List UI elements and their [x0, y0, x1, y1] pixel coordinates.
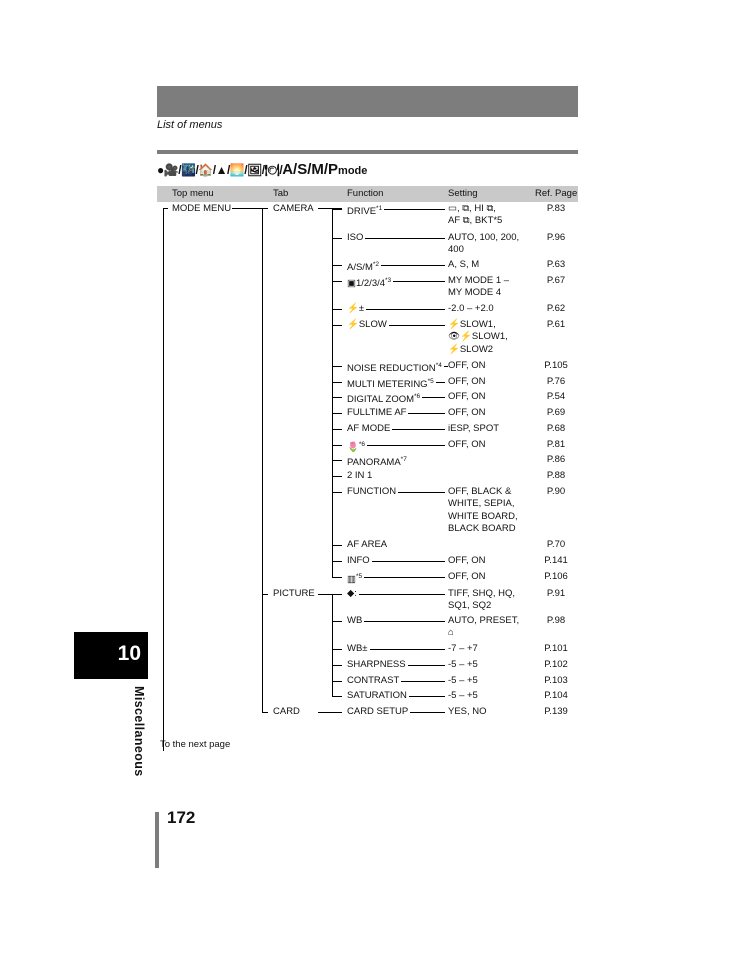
ref-page: P.63 — [546, 259, 566, 270]
tree-tick-function — [332, 397, 342, 398]
tree-tick-function — [332, 309, 342, 310]
leader-line — [408, 665, 445, 666]
tree-tick-function — [332, 577, 342, 578]
leader-line — [408, 413, 445, 414]
function-label — [347, 643, 368, 655]
function-text: ⚡± — [347, 303, 365, 314]
ref-page: P.96 — [546, 232, 566, 243]
setting-line: OFF, ON — [448, 360, 486, 371]
setting-line: -2.0 – +2.0 — [448, 303, 494, 314]
function-label — [347, 203, 382, 219]
ref-page: P.104 — [544, 690, 568, 701]
page-number-bar — [155, 812, 159, 868]
function-label — [347, 659, 406, 671]
setting-line: MY MODE 1 – — [448, 275, 510, 286]
function-label — [347, 486, 396, 498]
setting-value — [448, 319, 508, 356]
mode-suffix: mode — [338, 165, 368, 177]
setting-value — [448, 675, 478, 687]
setting-line: -7 – +7 — [448, 643, 478, 654]
function-label — [347, 539, 387, 551]
setting-value — [448, 706, 487, 718]
setting-line: ⌂ — [448, 627, 454, 639]
setting-value — [448, 690, 478, 702]
ref-page: P.91 — [546, 588, 566, 599]
setting-line: WHITE BOARD, — [448, 510, 518, 522]
setting-value — [448, 571, 485, 583]
tree-tick-function — [332, 325, 342, 326]
page-number: 172 — [167, 808, 196, 827]
ref-page: P.68 — [546, 423, 566, 434]
setting-value — [448, 203, 502, 228]
setting-line: MY MODE 4 — [448, 287, 502, 299]
leader-line — [367, 445, 445, 446]
setting-line: ⚡SLOW1, — [448, 319, 496, 330]
setting-value — [448, 259, 479, 271]
tree-tick-function — [332, 545, 342, 546]
setting-value — [448, 376, 485, 388]
function-text: AF AREA — [347, 539, 388, 550]
setting-value — [448, 423, 499, 435]
leader-line — [398, 492, 445, 493]
leader-line — [365, 238, 445, 239]
function-text: NOISE REDUCTION — [347, 363, 436, 375]
function-text: 2 IN 1 — [347, 470, 373, 481]
leader-line — [436, 382, 445, 383]
ref-page: P.83 — [546, 203, 566, 214]
footnote-marker: *6 — [414, 393, 421, 400]
tree-tick-function — [332, 561, 342, 562]
tree-tick-function — [332, 696, 342, 697]
ref-page: P.106 — [544, 571, 568, 582]
tree-line-tabs — [262, 208, 263, 712]
tree-tick-function — [332, 413, 342, 414]
page-subtitle: List of menus — [157, 119, 223, 131]
footnote-marker: *5 — [427, 378, 434, 385]
tree-tick-function — [332, 665, 342, 666]
setting-line: TIFF, SHQ, HQ, — [448, 588, 516, 599]
leader-line — [370, 649, 445, 650]
setting-line: -5 – +5 — [448, 659, 478, 670]
function-text: SHARPNESS — [347, 659, 406, 670]
setting-value — [448, 232, 519, 257]
function-label — [347, 470, 372, 482]
tree-tick-function — [332, 265, 342, 266]
col-tab: Tab — [273, 188, 289, 199]
function-label — [347, 706, 408, 718]
tree-tick-function — [332, 429, 342, 430]
ref-page: P.81 — [546, 439, 566, 450]
function-text: INFO — [347, 555, 370, 566]
footnote-marker: *7 — [400, 456, 407, 463]
tree-tick-function — [332, 460, 342, 461]
setting-line: -5 – +5 — [448, 675, 478, 686]
setting-value — [448, 643, 478, 655]
function-label — [347, 571, 362, 587]
function-label — [347, 615, 362, 627]
function-text: CARD SETUP — [347, 706, 409, 717]
setting-line: BLACK BOARD — [448, 523, 516, 535]
setting-value — [448, 439, 485, 451]
setting-line: YES, NO — [448, 706, 487, 717]
function-label — [347, 555, 370, 567]
top-menu-label: MODE MENU — [172, 203, 232, 214]
footnote-marker: *3 — [385, 277, 392, 284]
function-text: DIGITAL ZOOM — [347, 394, 415, 406]
function-text: A/S/M — [347, 262, 373, 274]
setting-value — [448, 360, 485, 372]
ref-page: P.90 — [546, 486, 566, 497]
ref-page: P.88 — [546, 470, 566, 481]
function-label — [347, 588, 357, 600]
setting-value — [448, 555, 485, 567]
function-text: ▥ — [347, 574, 356, 586]
function-label — [347, 439, 365, 455]
setting-line: 👁⚡SLOW1, — [448, 331, 508, 343]
setting-line: AF ⧉, BKT*5 — [448, 215, 503, 227]
setting-line: OFF, ON — [448, 407, 486, 418]
function-text: CONTRAST — [347, 675, 400, 686]
setting-line: ▭, ⧉, HI ⧉, — [448, 203, 496, 214]
function-text: ◆: — [347, 588, 357, 599]
function-text: FUNCTION — [347, 486, 397, 497]
tree-tick-function — [332, 382, 342, 383]
chapter-title: Miscellaneous — [132, 686, 146, 777]
next-page-note: To the next page — [160, 739, 231, 750]
footnote-marker: *5 — [355, 573, 363, 580]
setting-line: OFF, BLACK & — [448, 486, 512, 497]
function-label — [347, 259, 379, 275]
setting-line: 400 — [448, 244, 464, 256]
section-rule — [157, 150, 578, 154]
tree-tick-function — [332, 621, 342, 622]
setting-value — [448, 303, 494, 315]
leader-line — [381, 265, 445, 266]
mode-letters: A/S/M/P — [282, 161, 339, 178]
function-text: AF MODE — [347, 423, 391, 434]
tree-line-camera-functions — [332, 208, 333, 577]
setting-value — [448, 486, 518, 536]
tree-tick-function — [332, 594, 342, 595]
leader-line — [389, 325, 445, 326]
col-ref-page: Ref. Page — [535, 188, 578, 199]
function-text: FULLTIME AF — [347, 407, 407, 418]
mode-heading — [157, 161, 367, 178]
ref-page: P.86 — [546, 454, 566, 465]
tree-tick-function — [332, 649, 342, 650]
function-text: 🌷 — [347, 442, 359, 454]
setting-line: OFF, ON — [448, 439, 486, 450]
tree-tick-function — [332, 712, 342, 713]
function-label — [347, 376, 434, 392]
ref-page: P.101 — [544, 643, 568, 654]
scene-mode-icons: ●🎥/🌃/🏠/▲/🌅/🖼/🍽/ — [157, 163, 283, 177]
setting-value — [448, 659, 478, 671]
tree-tick-function — [332, 238, 342, 239]
leader-line — [372, 561, 445, 562]
setting-value — [448, 588, 515, 613]
leader-line — [409, 696, 445, 697]
ref-page: P.76 — [546, 376, 566, 387]
footnote-marker: *6 — [358, 441, 365, 448]
tree-line-top — [163, 208, 164, 751]
tree-tick-function — [332, 366, 342, 367]
function-text: WB± — [347, 643, 368, 654]
ref-page: P.62 — [546, 303, 566, 314]
function-text: WB — [347, 615, 363, 626]
setting-line: OFF, ON — [448, 571, 486, 582]
tree-tick-function — [332, 492, 342, 493]
ref-page: P.61 — [546, 319, 566, 330]
ref-page: P.102 — [544, 659, 568, 670]
tree-tick-function — [332, 445, 342, 446]
setting-line: -5 – +5 — [448, 690, 478, 701]
setting-value — [448, 275, 509, 300]
footnote-marker: *1 — [376, 205, 383, 212]
tree-line-top-tick — [163, 208, 168, 209]
col-top-menu: Top menu — [172, 188, 214, 199]
ref-page: P.103 — [544, 675, 568, 686]
tab-camera: CAMERA — [273, 203, 314, 214]
ref-page: P.139 — [544, 706, 568, 717]
leader-line — [410, 712, 445, 713]
chapter-number-tab: 10 — [74, 632, 148, 679]
function-label — [347, 319, 387, 331]
function-text: ▣1/2/3/4 — [347, 278, 386, 290]
tab-card: CARD — [273, 706, 300, 717]
leader-line — [366, 309, 445, 310]
setting-line: SQ1, SQ2 — [448, 600, 492, 612]
ref-page: P.141 — [544, 555, 568, 566]
function-label — [347, 303, 364, 315]
leader-line — [392, 429, 445, 430]
col-function: Function — [347, 188, 384, 199]
ref-page: P.98 — [546, 615, 566, 626]
leader-line — [422, 397, 445, 398]
col-setting: Setting — [448, 188, 478, 199]
tab-picture: PICTURE — [273, 588, 315, 599]
ref-page: P.54 — [546, 391, 566, 402]
leader-line — [364, 577, 445, 578]
leader-line — [364, 621, 445, 622]
function-label — [347, 675, 399, 687]
setting-line: iESP, SPOT — [448, 423, 500, 434]
tree-tick-card — [262, 712, 268, 713]
function-label — [347, 454, 407, 470]
header-bar — [157, 86, 578, 117]
ref-page: P.70 — [546, 539, 566, 550]
leader-line — [359, 594, 445, 595]
setting-line: AUTO, PRESET, — [448, 615, 520, 626]
tree-tick-function — [332, 476, 342, 477]
ref-page: P.105 — [544, 360, 568, 371]
setting-value — [448, 407, 485, 419]
function-label — [347, 360, 442, 376]
function-text: SATURATION — [347, 690, 407, 701]
function-text: MULTI METERING — [347, 379, 428, 391]
setting-line: A, S, M — [448, 259, 480, 270]
ref-page: P.67 — [546, 275, 566, 286]
tree-tick-function — [332, 209, 342, 210]
function-text: ⚡SLOW — [347, 319, 387, 330]
function-text: DRIVE — [347, 206, 377, 218]
setting-line: WHITE, SEPIA, — [448, 498, 515, 510]
leader-line — [393, 281, 445, 282]
leader-line — [401, 681, 445, 682]
function-label — [347, 275, 391, 291]
ref-page: P.69 — [546, 407, 566, 418]
function-label — [347, 423, 390, 435]
setting-value — [448, 391, 485, 403]
setting-line: OFF, ON — [448, 391, 486, 402]
function-label — [347, 407, 406, 419]
function-label — [347, 391, 420, 407]
setting-value — [448, 615, 519, 640]
setting-line: ⚡SLOW2 — [448, 343, 494, 355]
tree-tick-picture — [262, 594, 268, 595]
footnote-marker: *4 — [435, 362, 442, 369]
function-label — [347, 690, 407, 702]
tree-tick-function — [332, 281, 342, 282]
function-label — [347, 232, 363, 244]
setting-line: OFF, ON — [448, 555, 486, 566]
setting-line: OFF, ON — [448, 376, 486, 387]
footnote-marker: *2 — [372, 261, 380, 268]
leader-line — [384, 209, 445, 210]
function-text: PANORAMA — [347, 457, 401, 469]
function-text: ISO — [347, 232, 364, 243]
setting-line: AUTO, 100, 200, — [448, 232, 520, 243]
tree-tick-function — [332, 681, 342, 682]
